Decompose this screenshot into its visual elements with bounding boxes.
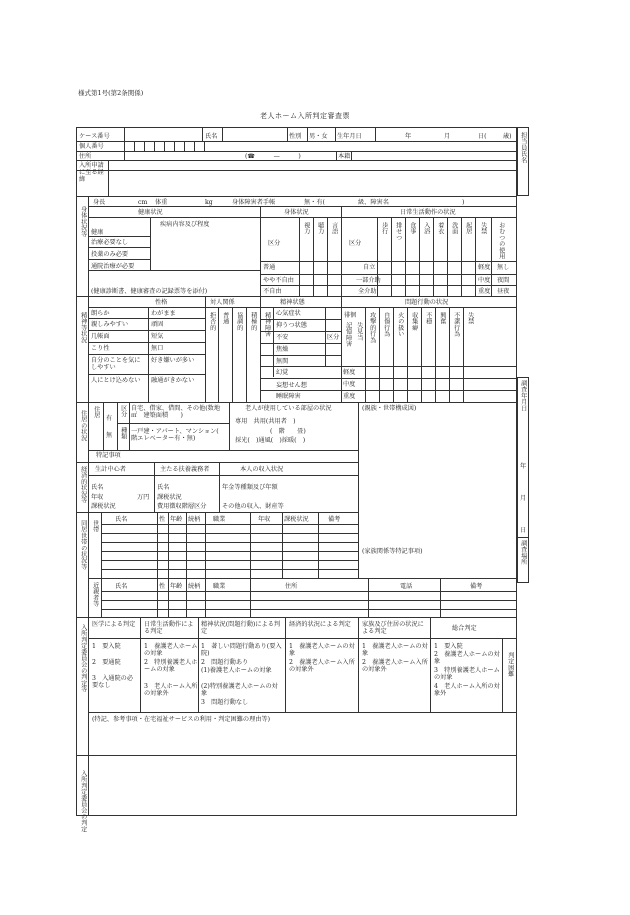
health-row: 治療必要なし (91, 239, 129, 246)
family-col: 年齢 (170, 516, 183, 523)
personality-item: こり性 (91, 345, 110, 352)
relative-col: 備考 (470, 583, 483, 590)
supporter-head: 主たる扶養義務者 (160, 466, 210, 473)
family-note: (家族関係等特記事項) (362, 548, 423, 555)
relative-col: 続柄 (188, 583, 201, 590)
relative-col: 住所 (285, 583, 298, 590)
personality-head: 性格 (155, 299, 168, 306)
earner-name: 氏名 (91, 484, 104, 491)
toku-row: 重度 (478, 288, 491, 295)
mental-judge-head: 精神状況(問題行動)による判定 (201, 621, 281, 636)
adl-col: 起居 (464, 222, 472, 235)
home-option: 1 養護老人ホームの対象 (362, 643, 428, 658)
house-type: 自宅、借家、借間、その他(数地 ㎡ 建築面積 ) (131, 405, 227, 420)
home-option: 2 養護老人ホーム入所の対象外 (362, 659, 428, 674)
behavior-col: 不潔行為 (452, 312, 460, 337)
total-option: 4 老人ホーム入所の対象外 (434, 683, 500, 698)
daily-option: 2 特別養護老人ホームの対象 (144, 659, 198, 674)
mental-col: 精神障害 (263, 312, 271, 337)
family-col: 職業 (213, 516, 226, 523)
mental-option: (2)特別養護老人ホームの対象 (201, 683, 278, 698)
adl-row: 全介助 (358, 288, 377, 295)
birth-day: 日( (478, 133, 487, 140)
family-relation-head: (親族・世帯構成図) (362, 405, 417, 412)
relation-col: 拒否的 (208, 312, 216, 331)
adl-row: 自立 (363, 264, 376, 271)
mental-row: 抑うつ状態 (276, 322, 307, 329)
adl-head: 日常生活動作の状況 (400, 209, 456, 216)
family-col: 性 (159, 516, 166, 523)
none-label: 無 (106, 432, 113, 439)
diaper-col: おむつの使用 (497, 222, 505, 260)
behavior-col: 不穏 (424, 312, 432, 325)
family-col: 氏名 (115, 516, 128, 523)
mental-row: 焦燥 (276, 346, 289, 353)
sex-value: 男・女 (309, 133, 328, 140)
shi-row: 無し (497, 264, 510, 271)
shi-row: 昼夜 (497, 288, 510, 295)
earner-yen: 万円 (137, 494, 150, 501)
side-year: 年 (520, 463, 527, 470)
kinds-label: 種類 (119, 427, 127, 440)
physical-head: 身体状況 (284, 209, 309, 216)
behavior-col: 興奮 (438, 312, 446, 325)
mental-row: 妄想せん想 (276, 382, 307, 389)
total-option: 1 要入院 (434, 643, 463, 650)
special-label: 特記事項 (96, 452, 121, 459)
income-head: 本人の収入状況 (240, 466, 284, 473)
personal-no-label: 個人番号 (79, 143, 104, 150)
weight-label: 体重 (155, 199, 168, 206)
relative-col: 電話 (400, 583, 413, 590)
staff-label: 担当員氏名 (519, 132, 527, 163)
health-row: 投薬のみ必要 (91, 251, 129, 258)
home-head: 家族及び住居の状況による判定 (362, 621, 424, 636)
floor-label: ( 階 畳) (270, 428, 306, 435)
daily-head: 日常生活動作による判定 (144, 621, 194, 636)
mental-section-label: 精神等状況 (79, 312, 87, 343)
adl-row: 一部介助 (356, 277, 381, 284)
investigate-place-label: 調査場所 (519, 540, 527, 565)
total-option: 3 特別養護老人ホームの対象 (434, 667, 500, 682)
health-row: 通院治療が必要 (91, 263, 135, 270)
investigate-date-label: 調査年月日 (519, 380, 527, 411)
side-day: 日 (520, 527, 527, 534)
personality-item: 無口 (151, 345, 164, 352)
behavior-col: 自傷行為 (382, 312, 390, 337)
personality-item: 朗らか (91, 310, 110, 317)
family-col: 備考 (328, 516, 341, 523)
phone-field: (☎ — ) (245, 153, 301, 160)
physical-row: やや不自由 (263, 277, 294, 284)
mental-kubun: 区分 (327, 334, 340, 341)
mental-option: 2 問題行動あり (201, 659, 249, 666)
mental-head: 精神状態 (280, 299, 305, 306)
supporter-name: 氏名 (157, 484, 170, 491)
relations-head: 対人関係 (210, 299, 235, 306)
exclusive-label: 専用 共用(共用者 ) (235, 418, 296, 425)
behavior-col: 攻撃的行為 (368, 312, 376, 343)
handbook-label: 身体障害者手帳 (232, 199, 276, 206)
personality-item: 融通がきかない (151, 377, 195, 384)
mental-row: 幻覚 (276, 369, 289, 376)
side-month: 月 (520, 495, 527, 502)
handbook-close: ) (462, 199, 465, 206)
grade-label: 級、障害名 (358, 199, 389, 206)
address-label: 住所 (79, 153, 92, 160)
degree-row: 重度 (343, 393, 356, 400)
kinds-value: 一戸建・アパート、マンション( 階エレベーター有・無) (131, 428, 225, 443)
memory-col: 記憶障害 (344, 322, 352, 347)
birth-year: 年 (405, 133, 412, 140)
mental-option: 3 問題行動なし (201, 699, 249, 706)
height-label: 身長 (93, 199, 106, 206)
adl-col: 排せつ (394, 222, 402, 241)
relation-col: 積極的 (249, 312, 257, 331)
sunlight-label: 採光( )通風( )採暖( ) (235, 437, 306, 444)
adl-col: 食事 (408, 222, 416, 235)
relation-col: 協調的 (235, 312, 243, 331)
physical-row: 不自由 (263, 288, 282, 295)
behavior-col: 徘徊 (344, 312, 357, 319)
health-head: 健康状況 (138, 209, 163, 216)
personality-item: わがまま (151, 310, 176, 317)
relative-col: 性 (159, 583, 166, 590)
mental-row: 心気症状 (276, 310, 301, 317)
relative-col: 年齢 (170, 583, 183, 590)
judge-section-label: 入所判定委員会の判定等 (79, 624, 87, 693)
adl-col: 洗面 (450, 222, 458, 235)
degree-row: 軽度 (343, 369, 356, 376)
family-col: 課税状況 (284, 516, 309, 523)
medical-option: 2 要通院 (92, 659, 121, 666)
behavior-head: 問題行動の状況 (405, 299, 449, 306)
kg-label: kg (205, 199, 213, 206)
form-number: 様式第1号(第2条関係) (78, 89, 144, 97)
mental-option: (1)養護老人ホームの対象 (201, 667, 272, 674)
route-label: 入所申請に至る経緯 (79, 162, 104, 184)
cm-label: cm (138, 199, 148, 206)
behavior-col: 収集癖 (410, 312, 418, 331)
living-section-label: 住居の状況 (79, 410, 87, 441)
medical-head: 医学による判定 (92, 621, 136, 628)
physical-row: 普通 (263, 264, 276, 271)
owner-label: 住居 (92, 406, 100, 419)
relatives-label: 近親者等 (91, 582, 99, 607)
honseki-label: 本籍 (338, 153, 351, 160)
supporter-tax: 課税状況 (157, 494, 182, 501)
personality-item: 几帳面 (91, 333, 110, 340)
daily-option: 3 老人ホーム入所の対象外 (144, 683, 198, 698)
supporter-cost: 費用徴収階層区分 (157, 503, 207, 510)
pension-label: 年金等種類及び年額 (222, 484, 278, 491)
personality-item: 自分のことを気にしやすい (91, 357, 141, 372)
age-label: 歳) (503, 133, 512, 140)
behavior-col: 失禁 (466, 312, 474, 325)
personality-item: 短気 (151, 333, 164, 340)
behavior-col: 火の扱い (396, 312, 404, 337)
relative-col: 職業 (213, 583, 226, 590)
living-kubun: 区分 (119, 405, 127, 418)
body-section-label: 身体状況等 (79, 206, 87, 237)
difficulty-label: 判定困難 (506, 652, 514, 677)
body-note: (健康診断書、健康審査の記録票等を添付) (91, 288, 208, 295)
family-section-label: 同居世帯の状況等 (79, 520, 87, 570)
birth-month: 月 (444, 133, 451, 140)
birth-label: 生年月日 (337, 133, 362, 140)
toku-row: 中度 (478, 277, 491, 284)
medical-option: 1 要入院 (92, 643, 121, 650)
physical-kubun: 区分 (268, 240, 281, 247)
econ-option: 1 養護老人ホームの対象 (289, 643, 355, 658)
case-no-label: ケース番号 (79, 133, 110, 140)
daily-option: 1 養護老人ホームの対象 (144, 643, 198, 658)
adl-kubun: 区分 (349, 240, 362, 247)
adl-col: 入浴 (422, 222, 430, 235)
overall-head: 総合判定 (452, 625, 477, 632)
mental-row: 不安 (276, 334, 289, 341)
personality-item: 親しみやすい (91, 321, 129, 328)
earner-head: 生計中心者 (95, 466, 126, 473)
disease-label: 疾病内容及び程度 (160, 221, 210, 228)
personality-item: 人にとけ込めない (91, 377, 141, 384)
physical-col: 聴力 (316, 222, 324, 235)
personality-item: 頑固 (151, 321, 164, 328)
toku-row: 軽度 (478, 264, 491, 271)
personality-item: 好き嫌いが多い (151, 357, 195, 364)
decision-label: 入所判定委員会の判定 (79, 770, 87, 832)
mental-option: 1 著しい問題行動あり(要入院) (201, 643, 282, 658)
remarks-label: (特記、参考事項・在宅福祉サービスの利用・判定困難の理由等) (92, 716, 271, 723)
family-col: 続柄 (188, 516, 201, 523)
medical-option: 3 入通院の必要なし (92, 675, 134, 690)
rooms-head: 老人が使用している部屋の状況 (245, 405, 332, 412)
earner-tax: 課税状況 (91, 503, 116, 510)
economy-section-label: 経済的状況等 (79, 466, 87, 504)
household-label: 世帯 (91, 520, 99, 533)
mental-row: 無関 (276, 358, 289, 365)
handbook-value: 無・有( (304, 199, 325, 206)
physical-col: 視力 (302, 222, 310, 235)
adl-col: 着衣 (436, 222, 444, 235)
shi-row: 夜間 (497, 277, 510, 284)
physical-col: 言語 (330, 222, 338, 235)
econ-option: 2 養護老人ホーム入所の対象外 (289, 659, 355, 674)
name-label: 氏名 (205, 133, 218, 140)
relative-col: 氏名 (115, 583, 128, 590)
mental-row: 睡眠障害 (276, 393, 301, 400)
total-option: 2 養護老人ホームの対象 (434, 651, 500, 666)
behavior-col: 失見当 (355, 322, 363, 341)
relation-col: 普通 (221, 312, 229, 325)
shi-col: 失禁 (479, 222, 487, 235)
sex-label: 性別 (289, 133, 302, 140)
adl-col: 歩行 (380, 222, 388, 235)
has-label: 有 (106, 415, 113, 422)
health-row: 健康 (91, 229, 104, 236)
form-title: 老人ホーム入所判定審査票 (260, 112, 350, 120)
other-income-label: その他の収入、財産等 (222, 503, 284, 510)
degree-row: 中度 (343, 381, 356, 388)
econ-head: 経済的状況による判定 (289, 621, 351, 628)
earner-annual: 年収 (91, 494, 104, 501)
family-col: 年収 (258, 516, 271, 523)
